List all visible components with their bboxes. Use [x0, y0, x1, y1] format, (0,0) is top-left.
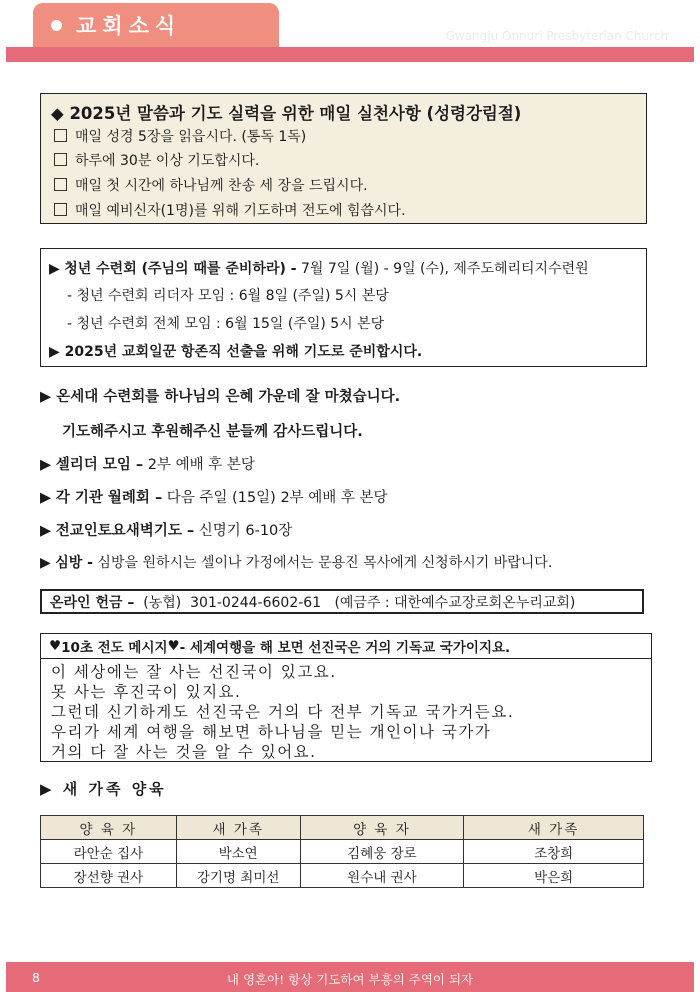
triangle-bullet-icon: ▶: [40, 389, 52, 405]
church-name: Gwangju Onnuri Presbyterian Church: [445, 29, 668, 43]
table-row: [41, 840, 644, 864]
retreat-full-meeting: - 청년 수련회 전체 모임 : 6월 15일 (주일) 5시 본당: [67, 316, 385, 332]
diamond-icon: ◆: [51, 104, 64, 123]
evangelism-header: ♥ 10초 전도 메시지 ♥ - 세계여행을 해 보면 선진국은 거의 기독교 국가이지요.: [41, 634, 651, 659]
new-family-table: [40, 815, 644, 888]
triangle-bullet-icon: ▶: [49, 261, 60, 277]
message-line: 이 세상에는 잘 사는 선진국이 있고요.: [51, 663, 337, 681]
practice-item: 매일 성경 5장을 읽읍시다. (통독 1독): [54, 126, 306, 146]
practice-title: ◆ 2025년 말씀과 기도 실력을 위한 매일 실천사항 (성령강림절): [51, 104, 522, 123]
checkbox-icon: [54, 178, 67, 191]
table-cell: 라안순 집사: [41, 840, 177, 864]
header-tab: [33, 3, 279, 47]
evangelism-message-box: [40, 633, 652, 762]
footer-motto: 내 영혼아! 항상 기도하여 부흥의 주역이 되자: [226, 972, 474, 987]
heart-icon: ♥: [49, 638, 62, 654]
retreat-leader-meeting: - 청년 수련회 리더자 모임 : 6월 8일 (주일) 5시 본당: [67, 288, 389, 304]
bank-account: (농협) 301-0244-6602-61 (예금주 : 대한예수교장로회온누리교회): [134, 594, 576, 611]
bullet-dot-icon: [51, 20, 62, 31]
column-header: 양 육 자: [300, 816, 464, 840]
table-cell: 조창희: [464, 840, 644, 864]
evangelism-body: [41, 659, 651, 762]
table-cell: 박은희: [464, 864, 644, 888]
message-line: 못 사는 후진국이 있지요.: [51, 683, 242, 701]
cell-leader-meeting: ▶ 셀리더 모임 – 2부 예배 후 본당: [40, 457, 255, 473]
retreat-thanks: ▶ 온세대 수련회를 하나님의 은혜 가운데 잘 마쳤습니다.: [40, 389, 401, 405]
checkbox-icon: [54, 129, 67, 142]
triangle-bullet-icon: ▶: [49, 344, 60, 360]
triangle-bullet-icon: ▶: [40, 490, 52, 506]
new-family-title: ▶ 새 가족 양육: [40, 780, 167, 798]
heart-icon: ♥: [167, 638, 180, 654]
checkbox-icon: [54, 153, 67, 166]
practice-item: 매일 예비신자(1명)를 위해 기도하며 전도에 힘씁시다.: [54, 200, 406, 220]
column-header: 새 가족: [176, 816, 300, 840]
column-header: 양 육 자: [41, 816, 177, 840]
table-row: [41, 864, 644, 888]
online-offering-box: 온라인 헌금 – (농협) 301-0244-6602-61 (예금주 : 대한예수교장로회온누리교회): [40, 589, 644, 614]
pastoral-visit: ▶ 심방 - 심방을 원하시는 셀이나 가정에서는 문용진 목사에게 신청하시기 바랍니다.: [40, 555, 553, 571]
page-title: 교회소식: [76, 14, 182, 38]
triangle-bullet-icon: ▶: [40, 523, 52, 539]
practice-item: 매일 첫 시간에 하나님께 찬송 세 장을 드립시다.: [54, 175, 368, 195]
message-line: 우리가 세계 여행을 해보면 하나님을 믿는 개인이나 국가가: [51, 723, 492, 741]
table-cell: 김혜웅 장로: [300, 840, 464, 864]
election-prayer-note: ▶ 2025년 교회일꾼 항존직 선출을 위해 기도로 준비합시다.: [49, 344, 423, 360]
message-line: 그런데 신기하게도 선진국은 거의 다 전부 기독교 국가거든요.: [51, 703, 515, 721]
practice-item: 하루에 30분 이상 기도합시다.: [54, 150, 259, 170]
triangle-bullet-icon: ▶: [40, 555, 51, 571]
header-band: [6, 47, 694, 62]
org-monthly-meeting: ▶ 각 기관 월례회 – 다음 주일 (15일) 2부 예배 후 본당: [40, 490, 388, 506]
retreat-title: ▶ 청년 수련회 (주님의 때를 준비하라) - 7월 7일 (월) - 9일 (수), 제주도헤리티지수련원: [49, 261, 589, 277]
daily-practice-box: [40, 93, 647, 224]
table-cell: 장선향 권사: [41, 864, 177, 888]
footer-band: [6, 962, 694, 992]
page-number: 8: [32, 970, 40, 985]
table-cell: 박소연: [176, 840, 300, 864]
triangle-bullet-icon: ▶: [40, 780, 55, 798]
column-header: 새 가족: [464, 816, 644, 840]
retreat-thanks-2: 기도해주시고 후원해주신 분들께 감사드립니다.: [62, 424, 363, 440]
checkbox-icon: [54, 203, 67, 216]
message-line: 거의 다 잘 사는 것을 알 수 있어요.: [51, 743, 317, 761]
table-header-row: [41, 816, 644, 840]
table-cell: 원수내 권사: [300, 864, 464, 888]
saturday-dawn-prayer: ▶ 전교인토요새벽기도 – 신명기 6-10장: [40, 523, 293, 539]
triangle-bullet-icon: ▶: [40, 457, 52, 473]
table-cell: 강기명 최미선: [176, 864, 300, 888]
youth-retreat-box: [40, 248, 647, 367]
